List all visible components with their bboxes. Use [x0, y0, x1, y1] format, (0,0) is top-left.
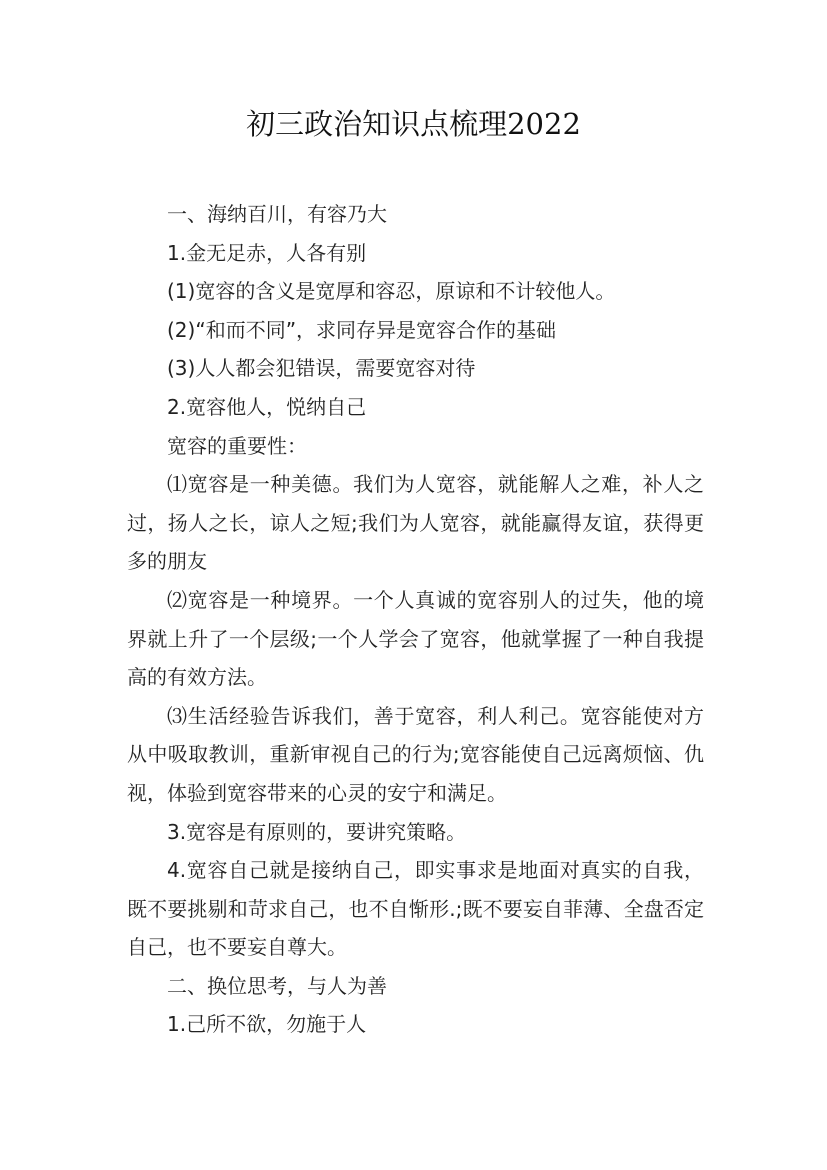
document-title: 初三政治知识点梳理2022 [246, 107, 581, 141]
importance-paragraph-1: ⑴宽容是一种美德。我们为人宽容，就能解人之难，补人之过，扬人之长，谅人之短;我们为人宽容，就能赢得友谊，获得更多的朋友 [127, 472, 704, 574]
document-body [127, 195, 704, 1044]
subheading-1: 1.金无足赤，人各有别 [167, 240, 367, 265]
subheading-2-1: 1.己所不欲，勿施于人 [167, 1012, 367, 1037]
label-importance: 宽容的重要性： [167, 433, 307, 458]
importance-paragraph-2: ⑵宽容是一种境界。一个人真诚的宽容别人的过失，他的境界就上升了一个层级;一个人学会了宽容，他就掌握了一种自我提高的有效方法。 [127, 587, 704, 690]
point-1-1: (1)宽容的含义是宽厚和容忍，原谅和不计较他人。 [167, 279, 616, 304]
importance-paragraph-3: ⑶生活经验告诉我们，善于宽容，利人利己。宽容能使对方从中吸取教训，重新审视自己的行为;宽容能使自己远离烦恼、仇视，体验到宽容带来的心灵的安宁和满足。 [127, 703, 704, 805]
subheading-3: 3.宽容是有原则的，要讲究策略。 [167, 819, 467, 844]
heading-section-1: 一、海纳百川，有容乃大 [167, 202, 387, 226]
point-1-2: (2)“和而不同”，求同存异是宽容合作的基础 [167, 317, 557, 342]
heading-section-2: 二、换位思考，与人为善 [167, 973, 387, 998]
point-1-3: (3)人人都会犯错误，需要宽容对待 [167, 356, 476, 381]
subheading-4-paragraph: 4.宽容自己就是接纳自己，即实事求是地面对真实的自我，既不要挑剔和苛求自己，也不自惭形.;既不要妄自菲薄、全盘否定自己，也不要妄自尊大。 [127, 858, 704, 960]
subheading-2: 2.宽容他人，悦纳自己 [167, 394, 367, 419]
